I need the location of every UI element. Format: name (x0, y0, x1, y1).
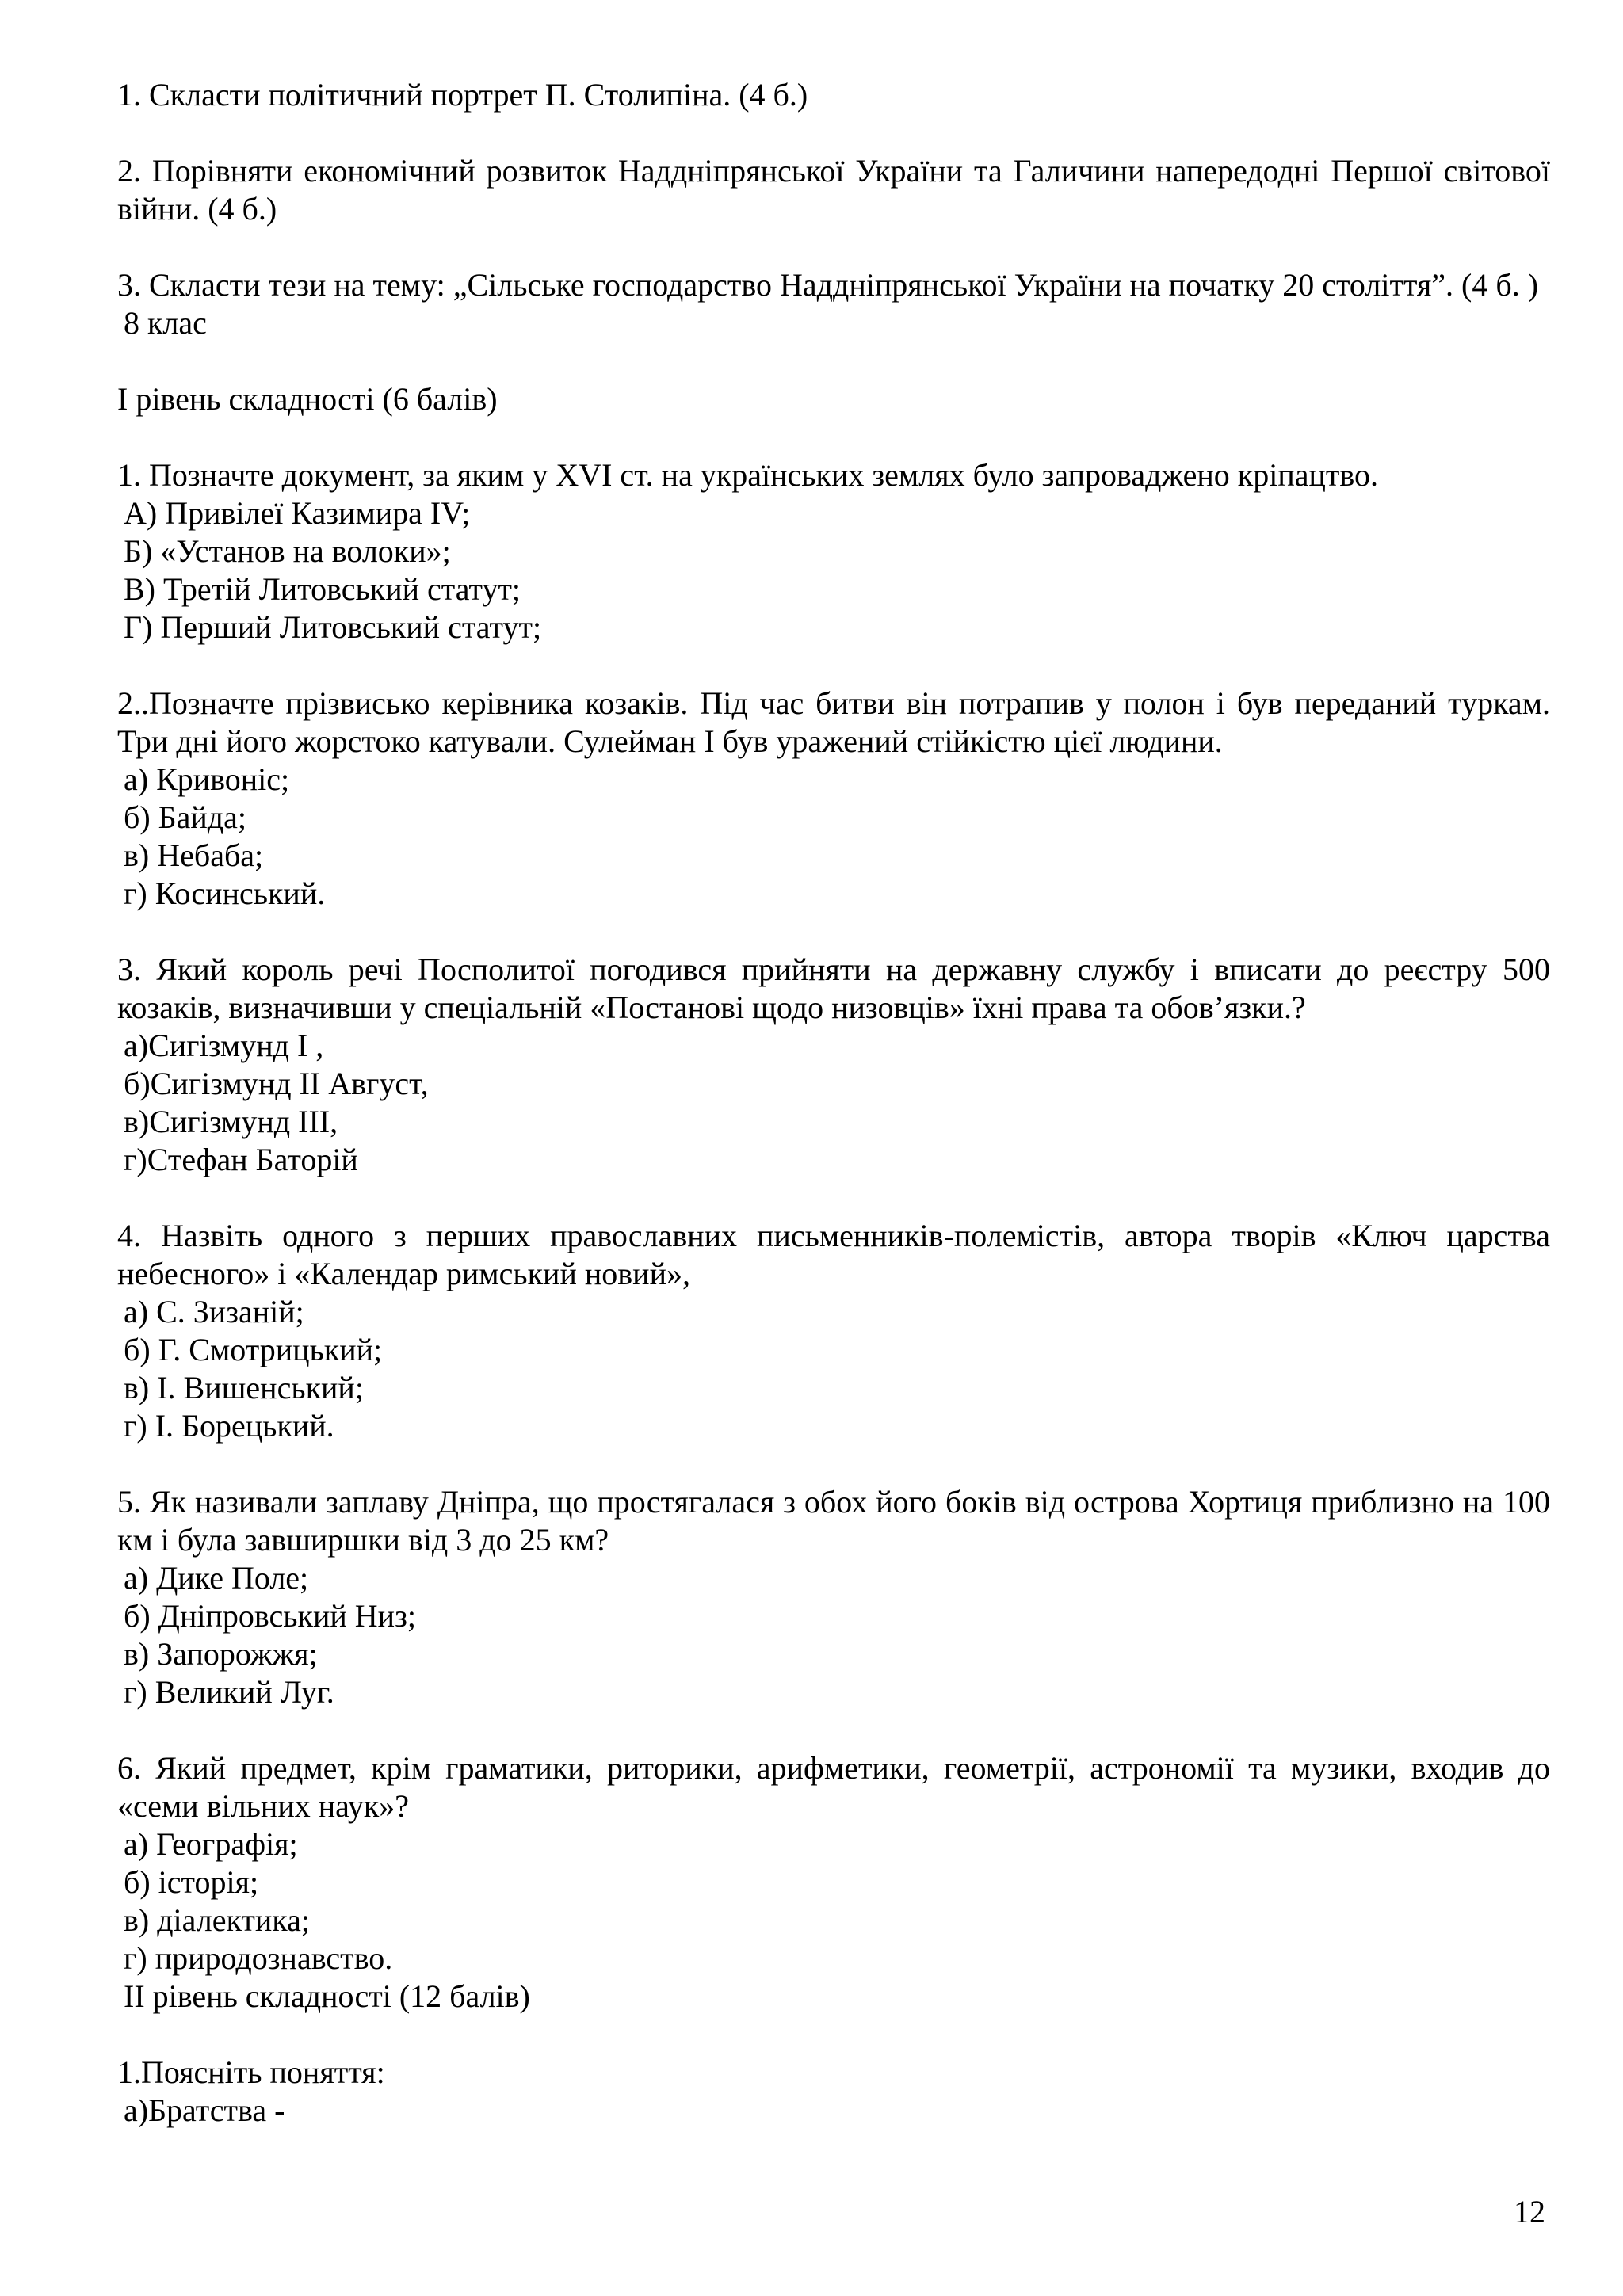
question-5-option-b: б) Дніпровський Низ; (124, 1598, 416, 1634)
question-2-option-d: г) Косинський. (124, 875, 326, 911)
intro-item-2: 2. Порівняти економічний розвиток Наддніпрянської України та Галичини напередодні Першої світової війни. (4 б.) (117, 153, 1550, 227)
question-5-option-c: в) Запорожжя; (124, 1636, 318, 1672)
intro-item-1: 1. Скласти політичний портрет П. Столипіна. (4 б.) (117, 77, 808, 113)
level2-question-1-item-a: а)Братства - (124, 2092, 285, 2128)
question-4-option-d: г) І. Борецький. (124, 1408, 334, 1444)
question-2: 2..Позначте прізвисько керівника козаків. Під час битви він потрапив у полон і був переданий туркам. Три дні його жорстоко катували. Сулейман І був уражений стійкістю цієї людини. (117, 685, 1550, 759)
question-1-option-c: В) Третій Литовський статут; (124, 571, 521, 607)
question-6: 6. Який предмет, крім граматики, риторики, арифметики, геометрії, астрономії та музики, входив до «семи вільних наук»? (117, 1750, 1550, 1824)
question-4-option-c: в) І. Вишенський; (124, 1370, 364, 1405)
question-3-option-a: а)Сигізмунд І , (124, 1028, 324, 1063)
level2-question-1: 1.Поясніть поняття: (117, 2054, 385, 2090)
question-3: 3. Який король речі Посполитої погодився прийняти на державну службу і вписати до реєстру 500 козаків, визначивши у спеціальній «Постанові щодо низовців» їхні права та обов’язки.? (117, 952, 1550, 1025)
level1-heading: І рівень складності (6 балів) (117, 381, 498, 417)
question-5-option-a: а) Дике Поле; (124, 1560, 309, 1596)
intro-item-3: 3. Скласти тези на тему: „Сільське господарство Наддніпрянської України на початку 20 століття”. (4 б. ) (117, 267, 1539, 303)
question-6-option-a: а) Географія; (124, 1826, 298, 1862)
question-1-option-b: Б) «Устанoв на волоки»; (124, 533, 451, 569)
question-2-option-b: б) Байда; (124, 799, 247, 835)
question-6-option-b: б) історія; (124, 1864, 259, 1900)
question-5: 5. Як називали заплаву Дніпра, що простягалася з обох його боків від острова Хортиця приблизно на 100 км і була завширшки від 3 до 25 км? (117, 1484, 1550, 1558)
question-1-option-d: Г) Перший Литовський статут; (124, 609, 542, 645)
question-3-option-b: б)Сигізмунд ІІ Август, (124, 1066, 429, 1101)
question-6-option-d: г) природознавство. (124, 1940, 393, 1976)
class-label: 8 клас (124, 305, 207, 341)
question-1: 1. Позначте документ, за яким у XVI ст. на українських землях було запроваджено кріпацтво. (117, 457, 1378, 493)
question-4: 4. Назвіть одного з перших православних письменників-полемістів, автора творів «Ключ царства небесного» і «Календар римський новий», (117, 1218, 1550, 1291)
question-3-option-d: г)Стефан Баторій (124, 1142, 358, 1177)
document-body (117, 76, 1550, 2130)
level2-heading: ІІ рівень складності (12 балів) (124, 1978, 530, 2014)
question-4-option-b: б) Г. Смотрицький; (124, 1332, 383, 1367)
page-number: 12 (1514, 2194, 1545, 2229)
question-3-option-c: в)Сигізмунд ІІІ, (124, 1104, 338, 1139)
question-4-option-a: а) С. Зизаній; (124, 1294, 304, 1329)
question-6-option-c: в) діалектика; (124, 1902, 310, 1938)
question-2-option-a: а) Кривоніс; (124, 761, 290, 797)
question-2-option-c: в) Небаба; (124, 837, 264, 873)
question-5-option-d: г) Великий Луг. (124, 1674, 334, 1710)
question-1-option-a: А) Привілеї Казимира IV; (124, 495, 471, 531)
